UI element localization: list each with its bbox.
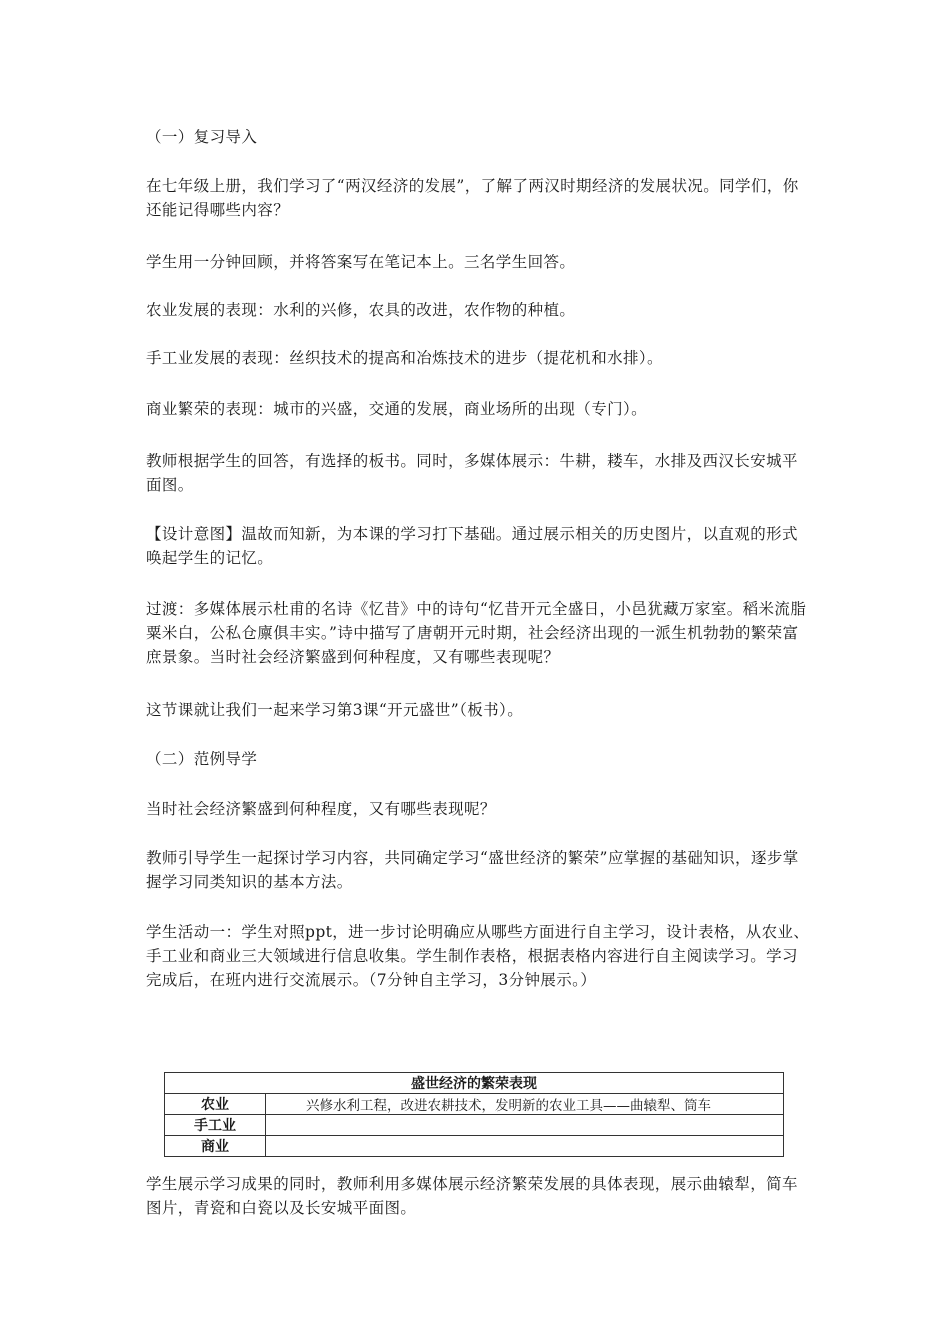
row-content-handicraft	[266, 1115, 784, 1136]
row-label-agriculture: 农业	[165, 1094, 266, 1115]
paragraph-commerce: 商业繁荣的表现：城市的兴盛，交通的发展，商业场所的出现（专门）。	[146, 400, 648, 418]
paragraph-design-intent: 【设计意图】温故而知新，为本课的学习打下基础。通过展示相关的历史图片，以直观的形式唤起学生的记忆。	[146, 525, 798, 567]
paragraph-transition: 过渡：多媒体展示杜甫的名诗《忆昔》中的诗句“忆昔开元全盛日，小邑犹藏万家室。稻米流脂粟米白，公私仓廪俱丰实。”诗中描写了唐朝开元时期，社会经济出现的一派生机勃勃的繁荣富庶景象。当时社会经济繁盛到何种程度，又有哪些表现呢？	[146, 600, 807, 666]
row-content-commerce	[266, 1136, 784, 1157]
paragraph-student-recall: 学生用一分钟回顾，并将答案写在笔记本上。三名学生回答。	[146, 253, 576, 271]
table-title: 盛世经济的繁荣表现	[165, 1073, 784, 1094]
paragraph-activity-one: 学生活动一：学生对照ppt，进一步讨论明确应从哪些方面进行自主学习，设计表格，从农业、手工业和商业三大领域进行信息收集。学生制作表格，根据表格内容进行自主阅读学习。学习完成后，在班内进行交流展示。（7分钟自主学习，3分钟展示。）	[146, 923, 810, 989]
paragraph-teacher-board: 教师根据学生的回答，有选择的板书。同时，多媒体展示：牛耕，耧车，水排及西汉长安城平面图。	[146, 452, 798, 494]
paragraph-question: 当时社会经济繁盛到何种程度，又有哪些表现呢？	[146, 800, 496, 818]
paragraph-lesson-title: 这节课就让我们一起来学习第3课“开元盛世”（板书）。	[146, 701, 524, 719]
table-row	[165, 1094, 784, 1115]
paragraph-intro: 在七年级上册，我们学习了“两汉经济的发展”，了解了两汉时期经济的发展状况。同学们，你还能记得哪些内容？	[146, 177, 799, 219]
prosperity-table	[164, 1072, 784, 1157]
table-row	[165, 1115, 784, 1136]
row-label-commerce: 商业	[165, 1136, 266, 1157]
paragraph-showcase: 学生展示学习成果的同时，教师利用多媒体展示经济繁荣发展的具体表现，展示曲辕犁，简车图片，青瓷和白瓷以及长安城平面图。	[146, 1175, 798, 1217]
row-content-agriculture: 兴修水利工程，改进农耕技术，发明新的农业工具——曲辕犁、筒车	[266, 1094, 784, 1115]
section-heading-review: （一）复习导入	[146, 128, 258, 146]
row-label-handicraft: 手工业	[165, 1115, 266, 1136]
table-row	[165, 1136, 784, 1157]
paragraph-teacher-guide: 教师引导学生一起探讨学习内容，共同确定学习“盛世经济的繁荣”应掌握的基础知识，逐步掌握学习同类知识的基本方法。	[146, 849, 799, 891]
paragraph-agriculture: 农业发展的表现：水利的兴修，农具的改进，农作物的种植。	[146, 301, 576, 319]
paragraph-handicraft: 手工业发展的表现：丝织技术的提高和冶炼技术的进步（提花机和水排）。	[146, 349, 663, 367]
section-heading-example: （二）范例导学	[146, 750, 258, 768]
